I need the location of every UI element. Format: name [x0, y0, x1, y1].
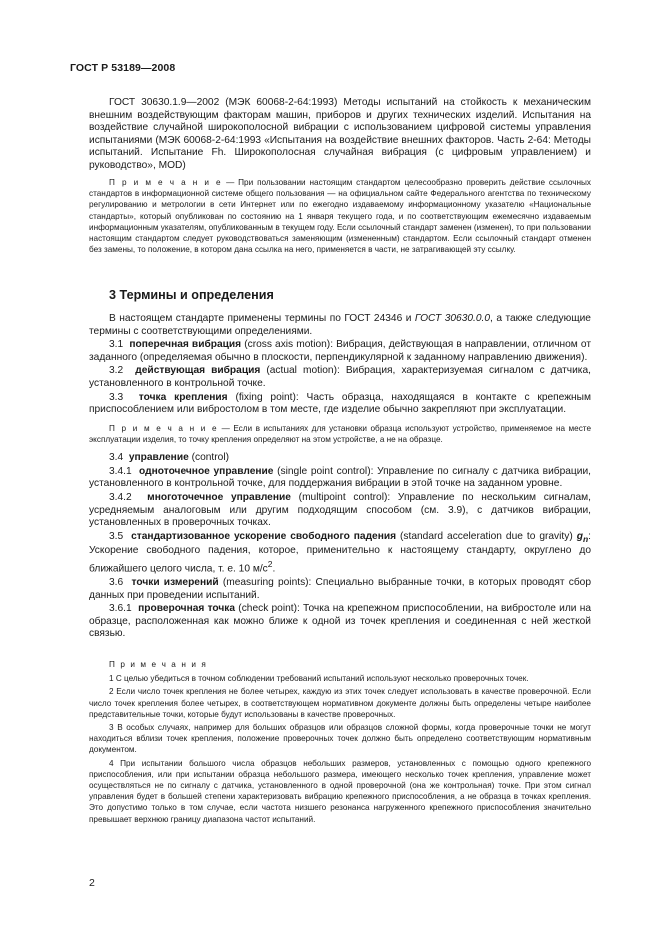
term-3-1: 3.1 поперечная вибрация (cross axis motion): Вибрация, действующая в направлении, отличном от заданного (определяемая обычно в плоскости, перпендикулярной к заданному направлению движения). — [89, 339, 592, 363]
section-intro: В настоящем стандарте применены термины по ГОСТ 24346 и ГОСТ 30630.0.0, а также следующие термины с соответствующими определениями. — [89, 313, 591, 337]
term-3-4-1-name: одноточечное управление — [139, 465, 274, 477]
term-3-3-name: точка крепления — [138, 391, 228, 403]
term-3-6: 3.6 точки измерений (measuring points): Специально выбранные точки, в которых проводят сбор данных при проведении испытаний. — [89, 576, 591, 601]
reference-gost-30630 — [89, 97, 591, 173]
note-fixing-point: П р и м е ч а н и е — Если в испытаниях для установки образца используют устройство, применяемое на месте эксплуатации изделия, то точку крепления определяют на этом устройстве, а не на образце. — [89, 423, 592, 444]
note-item-1: 1 С целью убедиться в точном соблюдении требований испытаний используют несколько проверочных точек. — [109, 674, 529, 684]
term-3-6-name: точки измерений — [131, 576, 219, 588]
reference-text: ГОСТ 30630.1.9—2002 (МЭК 60068-2-64:1993) Методы испытаний на стойкость к механическим внешним воздействующим факторам машин, приборов и других технических изделий. Испытания на воздействие случайной широкополосной вибрации с использованием цифровой системы управления испытаниями (МЭК 60068-2-64:1993 «Испытания на воздействие внешних факторов. Часть 2-64: Методы испытаний. Испытание Fh. Широкополосная случайная вибрация (с цифровым управлением) и руководство», MOD) — [89, 97, 591, 171]
note-item-2: 2 Если число точек крепления не более четырех, каждую из этих точек следует использовать в качестве проверочной. Если число точек крепления более четырех, в соответствующем нормативном документе должны быть определены четыре наиболее представительные точки, которые будут использованы в качестве проверочных. — [89, 687, 591, 719]
note-item-3: 3 В особых случаях, например для больших образцов или образцов сложной формы, когда проверочные точки не могут находиться вблизи точек крепления, положение проверочных точек должно быть определено соответствующим нормативным документом. — [89, 723, 591, 755]
term-3-4-1: 3.4.1 одноточечное управление (single point control): Управление по сигналу с датчика вибрации, установленного в контрольной точке, для поддержания вибрации в этой точке на заданном уровне. — [89, 465, 591, 490]
notes-block — [89, 659, 591, 825]
term-3-6-1: 3.6.1 проверочная точка (check point): Точка на крепежном приспособлении, на вибростоле или на образце, расположенная как можно ближе к одной из точек крепления и соединенная с ней жесткой связью. — [89, 603, 591, 640]
terms-block — [89, 313, 591, 641]
term-3-4-2: 3.4.2 многоточечное управление (multipoint control): Управление по нескольким сигналам, усредняемым аналоговым или другим подходящим способом (см. 3.9), с датчиков вибрации, установленных в проверочных точках. — [89, 491, 591, 529]
section-3-title: 3 Термины и определения — [109, 288, 274, 302]
note-item-4: 4 При испытании большого числа образцов небольших размеров, установленных с помощью одного крепежного приспособления, или при испытании образца небольшого размера, имеющего несколько точек крепления, управление может осуществляться не по сигналу с датчика, установленного в одной проверочной (она же контрольная) точке. При этом сигнал управления будет в большей степени характеризовать вибрацию крепежного приспособления, а не образца в точках крепления. Это допустимо только в том случае, если частота низшего резонанса нагруженного крепежного приспособления значительно превышает верхнюю границу диапазона частот испытаний. — [89, 758, 591, 824]
term-3-1-name: поперечная вибрация — [129, 339, 242, 351]
term-3-4-2-name: многоточечное управление — [147, 491, 291, 503]
page-number: 2 — [89, 877, 95, 889]
term-3-3: 3.3 точка крепления (fixing point): Часть образца, находящаяся в контакте с крепежным приспособлением или вибростолом в том месте, где изделие обычно закрепляют при эксплуатации. — [89, 391, 591, 416]
note-label: П р и м е ч а н и е — [109, 178, 223, 187]
term-3-4-name: управление — [128, 452, 189, 464]
notes-label: П р и м е ч а н и я — [109, 660, 208, 669]
term-3-4: 3.4 управление (control) — [109, 452, 229, 464]
note-text: — При пользовании настоящим стандартом целесообразно проверить действие ссылочных стандартов в информационной системе общего пользования — на официальном сайте Федерального агентства по техническому регулированию и метрологии в сети Интернет или по ежегодно издаваемому информационному указателю «Национальные стандарты», который опубликован по состоянию на 1 января текущего года, и по соответствующим ежемесячно издаваемым информационным указателям, опубликованным в текущем году. Если ссылочный стандарт заменен (изменен), то при пользовании настоящим стандартом следует руководствоваться заменяющим (измененным) стандартом. Если ссылочный стандарт отменен без замены, то положение, в котором дана ссылка на него, применяется в части, не затрагивающей эту ссылку. — [89, 178, 591, 255]
note-references — [89, 177, 591, 255]
document-header-code: ГОСТ Р 53189—2008 — [70, 62, 176, 74]
term-3-5: 3.5 стандартизованное ускорение свободного падения (standard acceleration due to gravity) $g_n$: Ускорение свободного падения, которое, применительно к настоящему стандарту, округлено до ближайшего целого числа, т. е. 10 $м/с^2$. — [89, 530, 591, 575]
term-3-2: 3.2 действующая вибрация (actual motion): Вибрация, характеризуемая сигналом с датчика, установленного в контрольной точке. — [89, 365, 591, 389]
term-3-5-name: стандартизованное ускорение свободного падения — [131, 530, 397, 542]
term-3-6-1-name: проверочная точка — [138, 603, 236, 615]
term-3-2-name: действующая вибрация — [135, 365, 261, 377]
section-heading — [89, 289, 591, 302]
